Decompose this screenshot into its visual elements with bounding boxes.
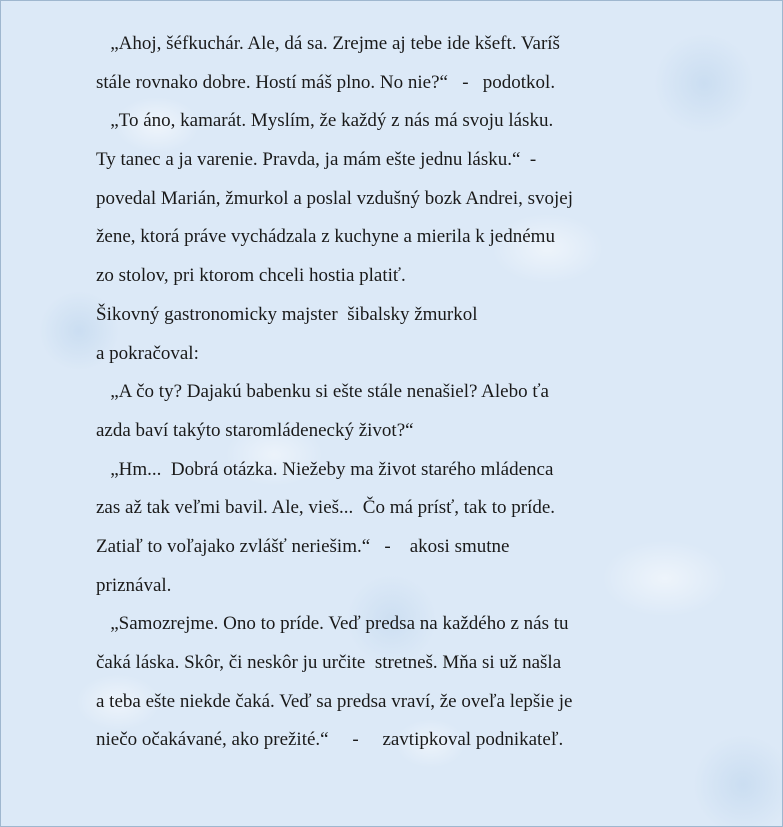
text-line: Zatiaľ to voľajako zvlášť neriešim.“ - akosi smutne [96, 535, 510, 557]
text-line: povedal Marián, žmurkol a poslal vzdušný bozk Andrei, svojej [96, 187, 574, 209]
text-line: „A čo ty? Dajakú babenku si ešte stále nenašiel? Alebo ťa [96, 381, 549, 403]
text-line: „To áno, kamarát. Myslím, že každý z nás má svoju lásku. [96, 110, 554, 132]
text-line: žene, ktorá práve vychádzala z kuchyne a mierila k jednému [96, 226, 555, 248]
text-line: Šikovný gastronomicky majster šibalsky žmurkol [96, 303, 478, 325]
text-line: Ty tanec a ja varenie. Pravda, ja mám ešte jednu lásku.“ - [96, 149, 537, 171]
text-line: čaká láska. Skôr, či neskôr ju určite stretneš. Mňa si už našla [96, 652, 562, 673]
text-line: „Ahoj, šéfkuchár. Ale, dá sa. Zrejme aj tebe ide kšeft. Varíš [96, 33, 560, 54]
text-line: a pokračoval: [96, 342, 199, 364]
text-line: a teba ešte niekde čaká. Veď sa predsa vraví, že oveľa lepšie je [96, 690, 573, 712]
text-line: zo stolov, pri ktorom chceli hostia platiť. [96, 265, 406, 287]
text-line: stále rovnako dobre. Hostí máš plno. No nie?“ - podotkol. [96, 71, 556, 93]
text-line: zas až tak veľmi bavil. Ale, vieš... Čo má prísť, tak to príde. [96, 497, 556, 519]
document-text [96, 29, 756, 764]
text-line: priznával. [96, 574, 172, 596]
text-line: niečo očakávané, ako prežité.“ - zavtipkoval podnikateľ. [96, 729, 564, 751]
text-line: azda baví takýto staromládenecký život?“ [96, 419, 414, 441]
text-line: „Hm... Dobrá otázka. Niežeby ma život starého mládenca [96, 458, 554, 480]
text-line: „Samozrejme. Ono to príde. Veď predsa na každého z nás tu [96, 613, 569, 635]
